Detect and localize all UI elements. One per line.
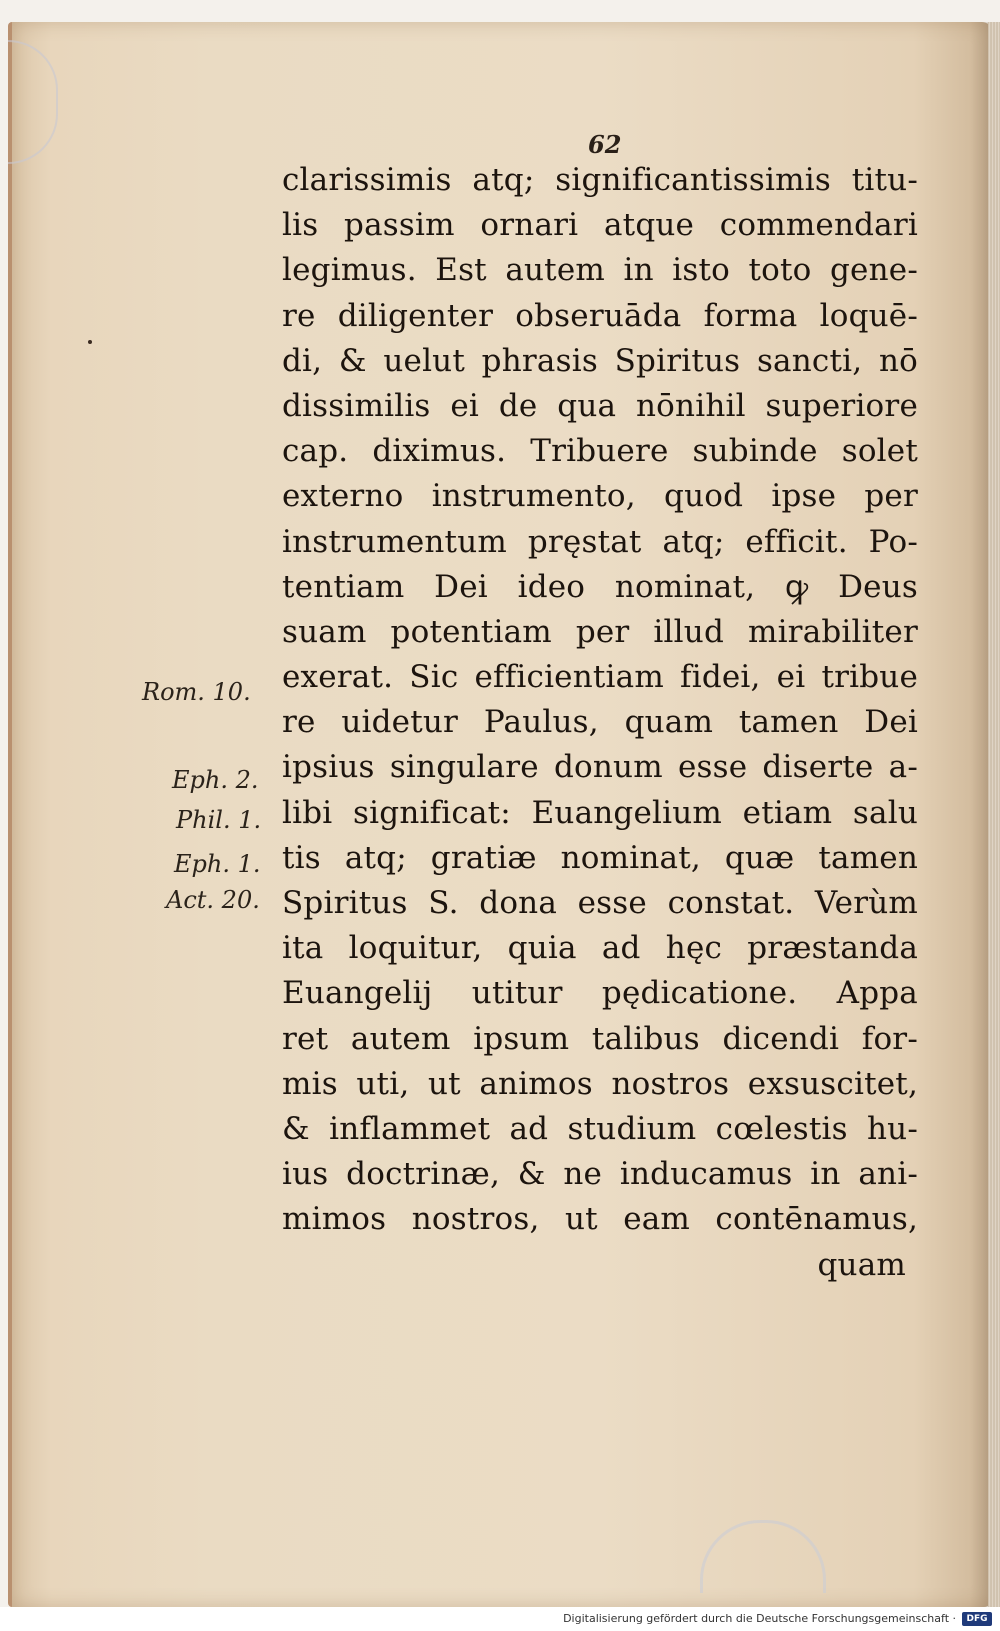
text-line: mimos nostros, ut eam contēnamus, (282, 1201, 918, 1238)
text-line: externo instrumento, quod ipse per (282, 478, 918, 515)
margin-note-rom: Rom. 10. (142, 678, 251, 706)
margin-note-eph1: Eph. 1. (174, 850, 261, 878)
text-line: mis uti, ut animos nostros exsuscitet, (282, 1065, 918, 1102)
text-line: cap. diximus. Tribuere subinde solet (282, 433, 918, 470)
margin-note-phil: Phil. 1. (176, 806, 262, 834)
text-line: dissimilis ei de qua nōnihil superiore (282, 387, 918, 424)
text-line: legimus. Est autem in isto toto gene- (282, 252, 918, 289)
text-line: exerat. Sic efficientiam fidei, ei tribue (282, 659, 918, 696)
margin-note-act: Act. 20. (166, 886, 260, 914)
text-line: ipsius singulare donum esse diserte a- (282, 749, 918, 786)
text-line: libi significat: Euangelium etiam salu (282, 794, 918, 831)
text-line: re uidetur Paulus, quam tamen Dei (282, 704, 918, 741)
catchword-line: quam (817, 1246, 906, 1283)
body-text (282, 158, 918, 1288)
text-line: Euangelij utitur pędicatione. Appa (282, 975, 918, 1012)
dfg-logo: DFG (962, 1612, 992, 1626)
text-line: tis atq; gratiæ nominat, quæ tamen (282, 839, 918, 876)
funding-credit: Digitalisierung gefördert durch die Deutsche Forschungsgemeinschaft · (563, 1612, 956, 1625)
text-line: di, & uelut phrasis Spiritus sancti, nō (282, 342, 918, 379)
text-line: re diligenter obseruāda forma loquē- (282, 297, 918, 334)
page-edge-stack (988, 22, 1000, 1607)
text-line: lis passim ornari atque commendari (282, 207, 918, 244)
text-line: Spiritus S. dona esse constat. Verùm (282, 885, 918, 921)
text-line: clarissimis atq; significantissimis titu- (282, 162, 918, 198)
text-line: ita loquitur, quia ad hęc præstanda (282, 930, 918, 967)
text-line: suam potentiam per illud mirabiliter (282, 613, 918, 650)
page-number: 62 (588, 130, 622, 159)
text-line: & inflammet ad studium cœlestis hu- (282, 1110, 918, 1147)
text-line: ret autem ipsum talibus dicendi for- (282, 1020, 918, 1057)
margin-note-eph2: Eph. 2. (172, 766, 259, 794)
text-line: tentiam Dei ideo nominat, ꝙ Deus (282, 568, 918, 605)
ink-speck (88, 340, 92, 344)
text-line: instrumentum pręstat atq; efficit. Po- (282, 523, 918, 560)
text-line: ius doctrinæ, & ne inducamus in ani- (282, 1156, 918, 1193)
